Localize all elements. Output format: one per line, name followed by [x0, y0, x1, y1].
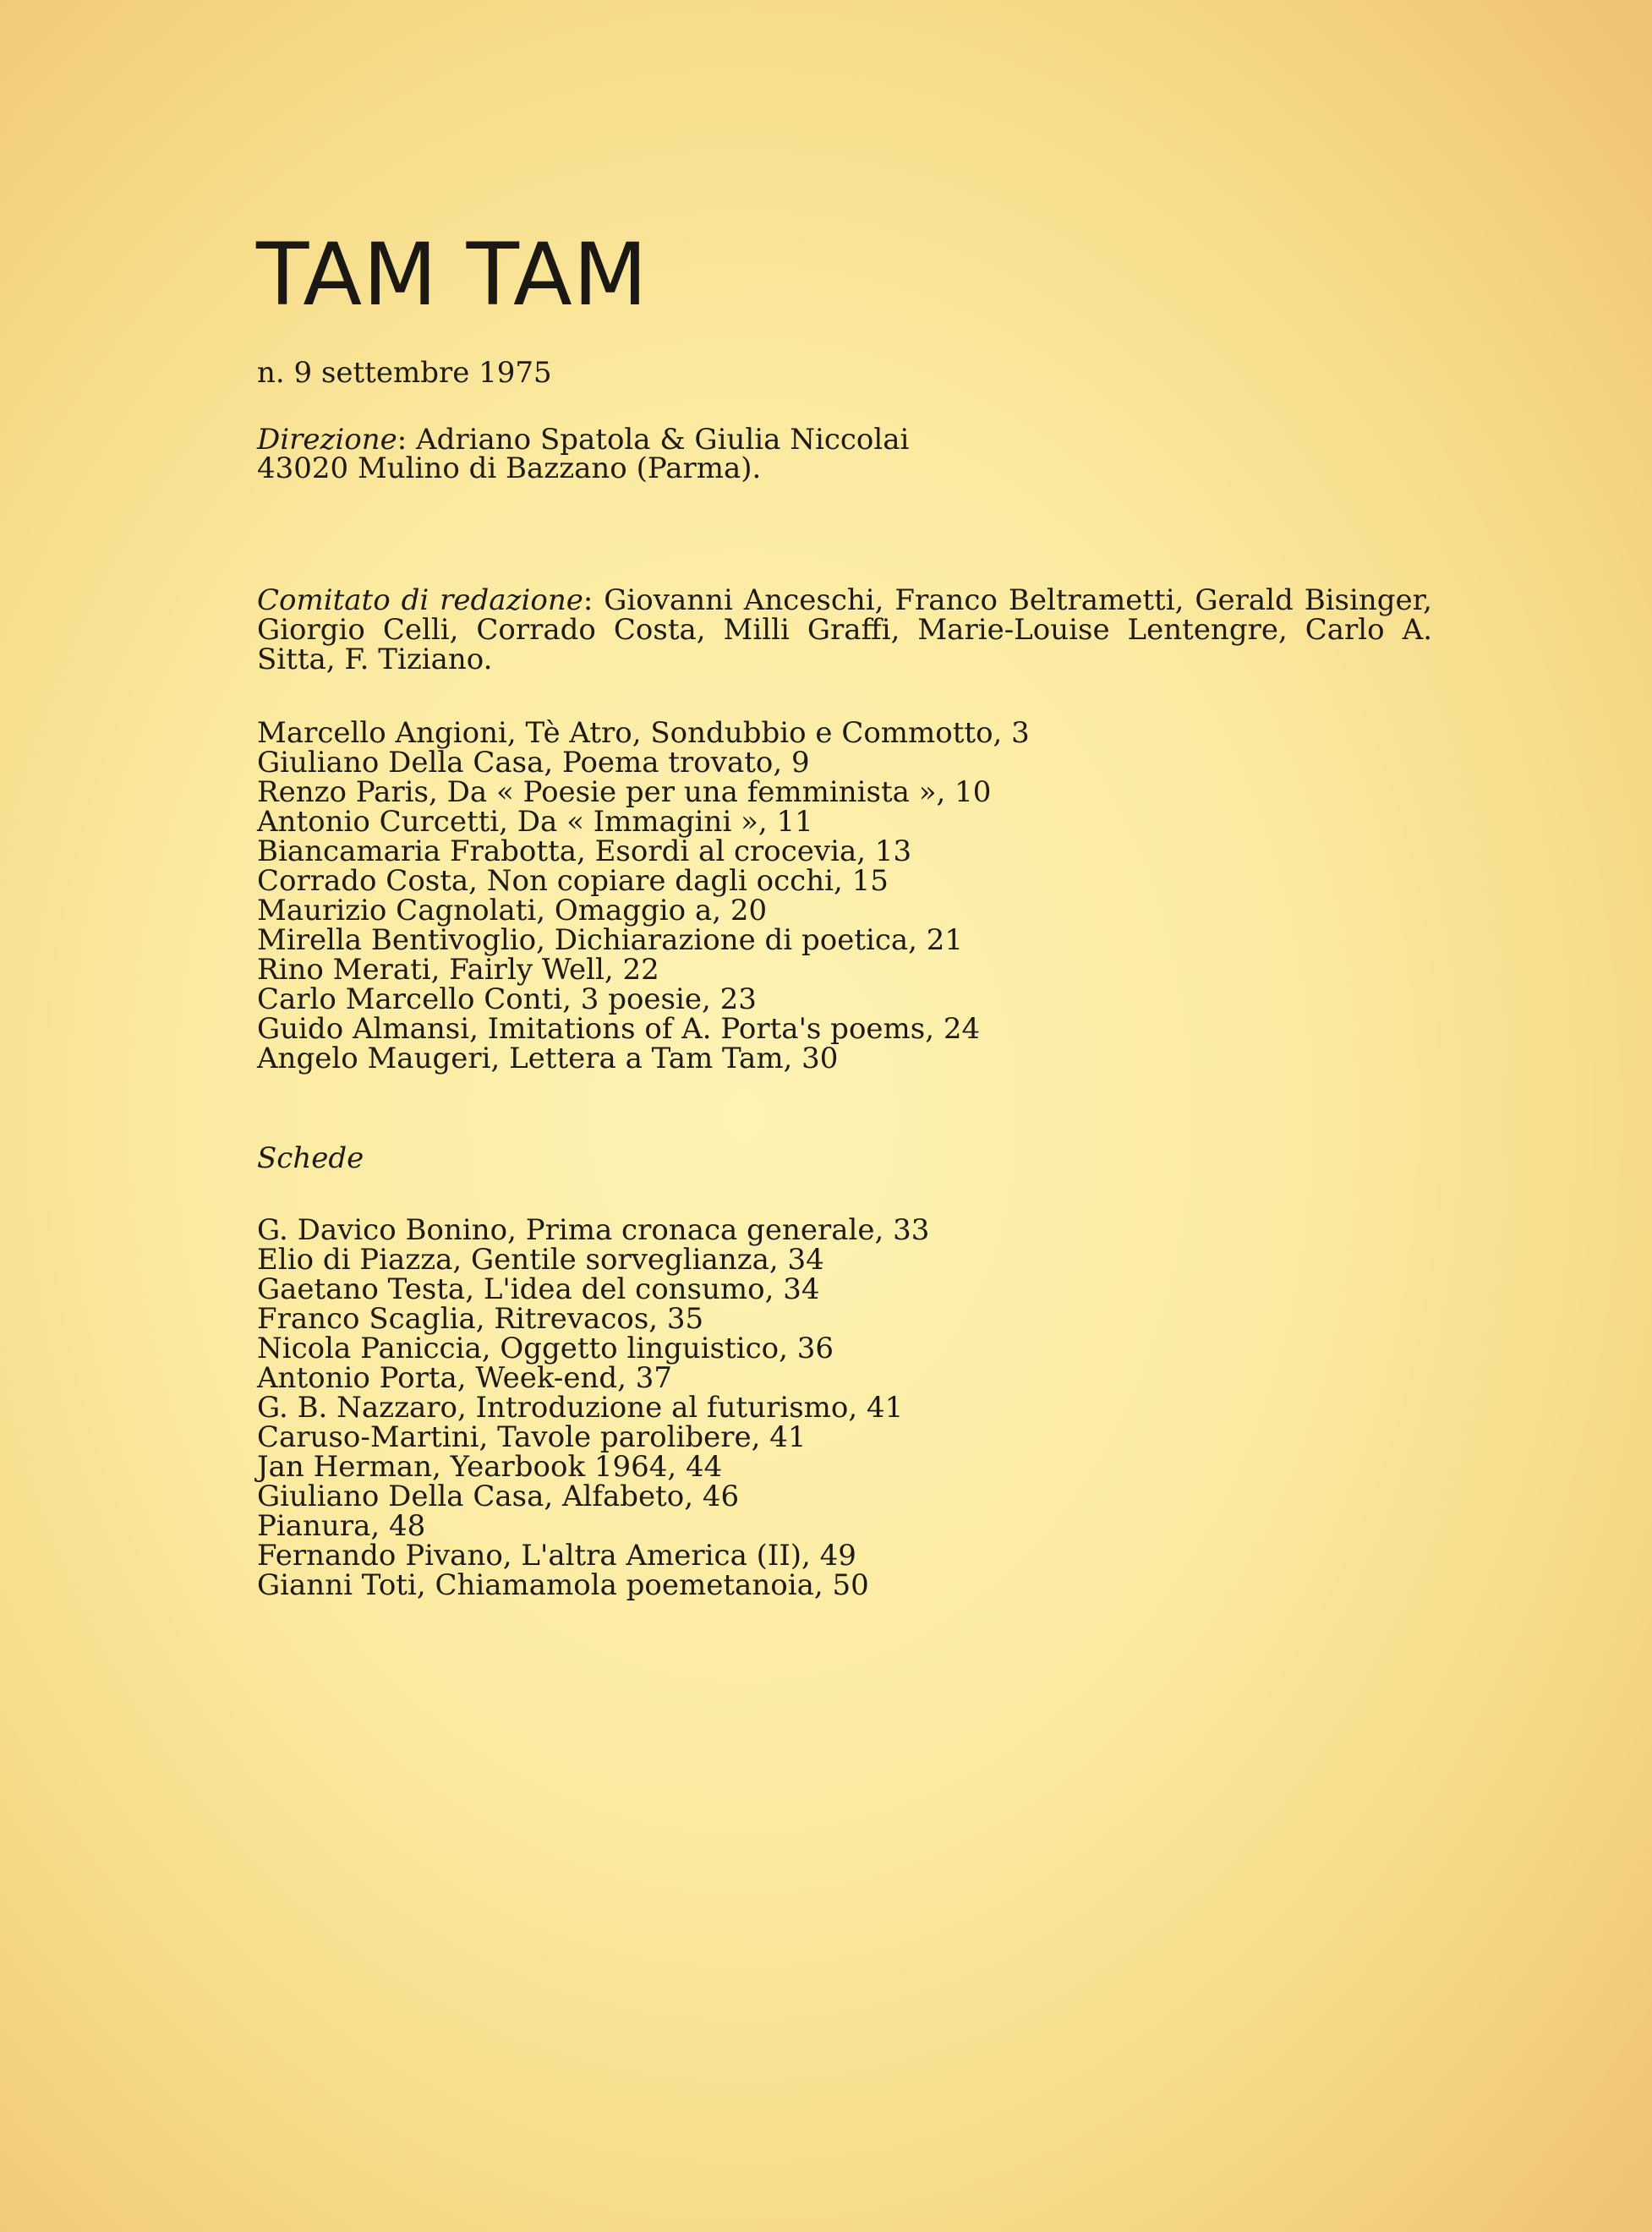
contents-item: Marcello Angioni, Tè Atro, Sondubbio e Commotto, 3 — [257, 716, 1030, 750]
committee-block — [257, 583, 1432, 676]
contents-item: Maurizio Cagnolati, Omaggio a, 20 — [257, 894, 768, 927]
contents-item: Renzo Paris, Da « Poesie per una femminista », 10 — [257, 775, 992, 809]
journal-title: TAM TAM — [256, 225, 648, 326]
direction-address: 43020 Mulino di Bazzano (Parma). — [257, 451, 762, 485]
contents-item: Mirella Bentivoglio, Dichiarazione di poetica, 21 — [257, 923, 964, 957]
schede-item: Nicola Paniccia, Oggetto linguistico, 36 — [257, 1332, 834, 1365]
schede-item: G. B. Nazzaro, Introduzione al futurismo, 41 — [257, 1391, 904, 1425]
schede-heading: Schede — [257, 1141, 364, 1175]
contents-item: Biancamaria Frabotta, Esordi al crocevia, 13 — [257, 834, 912, 868]
issue-line: n. 9 settembre 1975 — [257, 356, 552, 390]
schede-item: Gaetano Testa, L'idea del consumo, 34 — [257, 1272, 820, 1306]
direction-label: Direzione — [257, 423, 397, 457]
committee-label: Comitato di redazione — [257, 583, 583, 617]
direction-block — [257, 425, 909, 483]
committee-names: : Giovanni Anceschi, Franco Beltrametti, Gerald Bisinger, Giorgio Celli, Corrado Costa, Milli Graffi, Marie-Louise Lentengre, Carlo A. Sitta, F. Tiziano. — [257, 583, 1432, 676]
schede-item: Elio di Piazza, Gentile sorveglianza, 34 — [257, 1243, 824, 1277]
contents-item: Rino Merati, Fairly Well, 22 — [257, 953, 659, 987]
contents-item: Guido Almansi, Imitations of A. Porta's poems, 24 — [257, 1012, 981, 1046]
schede-item: Jan Herman, Yearbook 1964, 44 — [257, 1450, 723, 1484]
schede-item: Pianura, 48 — [257, 1509, 426, 1543]
contents-item: Angelo Maugeri, Lettera a Tam Tam, 30 — [257, 1042, 839, 1075]
schede-item: Caruso-Martini, Tavole parolibere, 41 — [257, 1420, 807, 1454]
contents-item: Corrado Costa, Non copiare dagli occhi, 15 — [257, 864, 889, 898]
schede-item: Giuliano Della Casa, Alfabeto, 46 — [257, 1480, 740, 1513]
schede-item: G. Davico Bonino, Prima cronaca generale, 33 — [257, 1213, 930, 1247]
contents-item: Carlo Marcello Conti, 3 poesie, 23 — [257, 982, 757, 1016]
schede-item: Antonio Porta, Week-end, 37 — [257, 1361, 672, 1395]
schede-list — [257, 1213, 930, 1602]
contents-item: Antonio Curcetti, Da « Immagini », 11 — [257, 805, 813, 839]
direction-line — [257, 423, 910, 457]
schede-item: Fernando Pivano, L'altra America (II), 49 — [257, 1539, 856, 1573]
direction-names: : Adriano Spatola & Giulia Niccolai — [397, 423, 910, 457]
schede-item: Franco Scaglia, Ritrevacos, 35 — [257, 1302, 704, 1336]
schede-item: Gianni Toti, Chiamamola poemetanoia, 50 — [257, 1568, 869, 1602]
contents-item: Giuliano Della Casa, Poema trovato, 9 — [257, 746, 810, 780]
contents-list — [257, 716, 1030, 1075]
